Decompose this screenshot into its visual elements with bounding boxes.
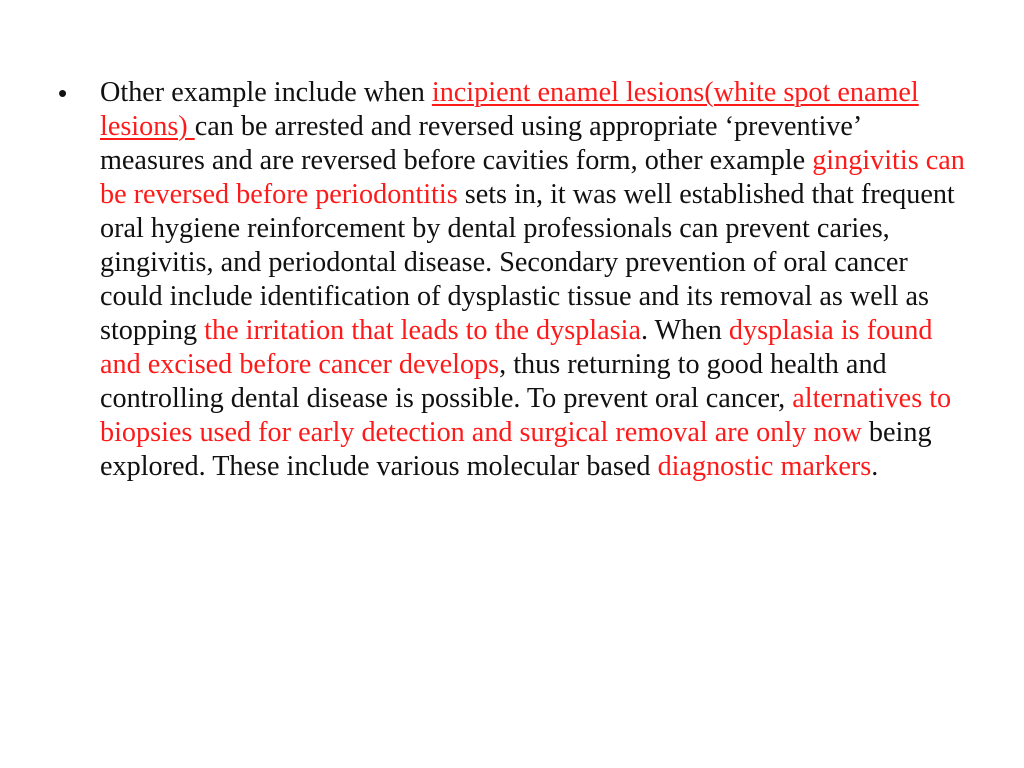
highlight-text: alternatives to biopsies used for early detection and surgical removal are only now — [100, 383, 952, 448]
highlight-text: the irritation that leads to the dysplasia — [204, 315, 641, 346]
text-segment: sets in, it was well established that frequent oral hygiene reinforcement by dental professionals can prevent caries, gingivitis, and periodontal disease. Secondary prevention of oral cancer could include identification of dysplastic tissue and its removal as well as stopping — [100, 179, 955, 346]
text-segment: being explored. These include various molecular based — [100, 417, 932, 482]
text-segment: can be arrested and reversed using appropriate ‘preventive’ measures and are reversed before cavities form, other example — [100, 111, 861, 176]
text-segment: . When — [640, 315, 729, 346]
bullet-icon: • — [58, 78, 68, 108]
text-segment: , thus returning to good health and controlling dental disease is possible. To prevent oral cancer, — [100, 349, 887, 414]
text-segment: Other example include when — [100, 77, 432, 108]
highlight-text: dysplasia is found and excised before cancer develops — [100, 315, 933, 380]
highlight-underlined-text: incipient enamel lesions(white spot enamel lesions) — [100, 77, 919, 142]
bullet-list — [58, 76, 968, 484]
bullet-item — [58, 76, 968, 484]
highlight-text: diagnostic markers — [657, 451, 872, 482]
highlight-text: gingivitis can be reversed before periodontitis — [100, 145, 965, 210]
text-segment: . — [871, 451, 879, 482]
